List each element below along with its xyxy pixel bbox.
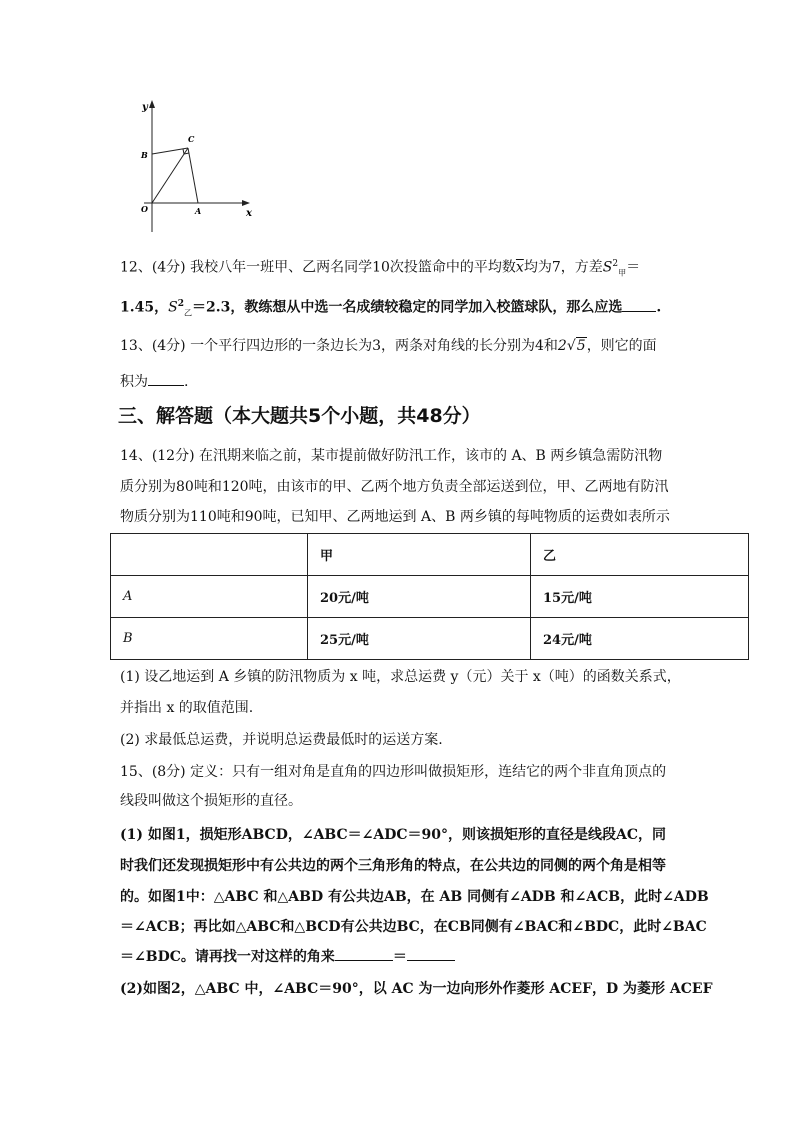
q14-line-3: 物质分别为110吨和90吨，已知甲、乙两地运到 A、B 两乡镇的每吨物质的运费如表所示 <box>120 509 670 525</box>
q15-line-2: 线段叫做这个损矩形的直径。 <box>120 793 302 809</box>
q15-line-4: 时我们还发现损矩形中有公共边的两个三角形角的特点，在公共边的同侧的两个角是相等 <box>120 858 666 874</box>
q14-line-1: 14、(12分) 在汛期来临之前，某市提前做好防汛工作，该市的 A、B 两乡镇急需防汛物 <box>120 448 663 464</box>
table-cell <box>111 534 308 576</box>
q15-line-6: ＝∠ACB；再比如△ABC和△BCD有公共边BC，在CB同侧有∠BAC和∠BDC，此时∠BAC <box>120 919 707 935</box>
q14-part1-line-1: (1) 设乙地运到 A 乡镇的防汛物质为 x 吨，求总运费 y（元）关于 x（吨）的函数关系式， <box>120 669 681 685</box>
q12-line-2: 1.45，$S^2_乙=2.3$，教练想从中选一名成绩较稳定的同学加入校篮球队，那么应选 . <box>120 293 661 324</box>
section-heading: 三、解答题（本大题共5个小题，共48分） <box>118 405 481 427</box>
table-cell: 24元/吨 <box>531 618 749 660</box>
q15-line-8: (2)如图2，△ABC 中，∠ABC＝90°，以 AC 为一边向形外作菱形 ACEF，D 为菱形 ACEF <box>120 981 713 997</box>
q15-line-1: 15、(8分) 定义：只有一组对角是直角的四边形叫做损矩形，连结它的两个非直角顶点的 <box>120 764 667 780</box>
answer-blank-q13[interactable] <box>148 371 184 386</box>
q13-text-a: 13、(4分) 一个平行四边形的一条边长为3，两条对角线的长分别为4和 <box>120 338 558 354</box>
variance-symbol-jia: S <box>602 259 613 276</box>
label-x: x <box>246 208 252 219</box>
q14-part2: (2) 求最低总运费，并说明总运费最低时的运送方案. <box>120 732 443 748</box>
table-row-label-b: B <box>111 618 308 660</box>
segment-oc <box>152 148 188 203</box>
table-header-row <box>111 534 749 576</box>
segment-bc <box>152 148 188 154</box>
label-b: B <box>141 150 148 160</box>
label-c: C <box>188 134 195 144</box>
coordinate-figure <box>138 98 258 238</box>
label-o: O <box>141 204 148 214</box>
answer-blank-angle-1[interactable] <box>335 946 393 961</box>
table-header-jia: 甲 <box>308 534 531 576</box>
sqrt-radicand: 5 <box>576 338 586 354</box>
q13-text-b: ，则它的面 <box>586 338 657 354</box>
q13-text-d: . <box>184 374 189 390</box>
q15-line-7 <box>120 946 455 968</box>
q15-equals: ＝ <box>392 949 407 965</box>
q14-line-2: 质分别为80吨和120吨，由该市的甲、乙两个地方负责全部运送到位，甲、乙两地有防汛 <box>120 479 669 495</box>
label-a: A <box>195 206 202 216</box>
sqrt-expression: √5 <box>566 338 586 354</box>
answer-blank-angle-2[interactable] <box>407 946 455 961</box>
table-cell: 20元/吨 <box>308 576 531 618</box>
table-row <box>111 576 749 618</box>
q15-text-a: ＝∠BDC。请再找一对这样的角来 <box>120 949 335 965</box>
q13-text-c: 积为 <box>120 374 148 390</box>
q13-line-2 <box>120 371 188 393</box>
q12-text-d: 1.45， <box>120 299 169 316</box>
segment-ca <box>188 148 198 203</box>
x-axis-arrow <box>242 200 250 206</box>
q15-line-5: 的。如图1中：△ABC 和△ABD 有公共边AB，在 AB 同侧有∠ADB 和∠ACB，此时∠ADB <box>120 889 709 905</box>
table-row <box>111 618 749 660</box>
table-cell: 25元/吨 <box>308 618 531 660</box>
table-header-yi: 乙 <box>531 534 749 576</box>
q13-line-1 <box>120 335 657 357</box>
variance-symbol-yi: S <box>168 299 178 316</box>
q14-part1-line-2: 并指出 x 的取值范围. <box>120 700 254 716</box>
q15-line-3: (1) 如图1，损矩形ABCD，∠ABC＝∠ADC＝90°，则该损矩形的直径是线段AC，同 <box>120 827 667 843</box>
mean-symbol: $\overline{x}$ <box>515 259 524 276</box>
q12-text-f: . <box>656 299 662 316</box>
freight-table <box>110 533 749 660</box>
q12-text-c: ＝ <box>626 259 641 276</box>
sqrt-coef: 2 <box>557 338 567 354</box>
table-cell: 15元/吨 <box>531 576 749 618</box>
answer-blank-q12[interactable] <box>622 297 656 312</box>
q12-text-a: 12、(4分) 我校八年一班甲、乙两名同学10次投篮命中的平均数 <box>120 259 516 276</box>
variance-sub-yi: 乙 <box>183 308 192 318</box>
label-y: y <box>142 102 148 113</box>
q12-text-e: ＝2.3，教练想从中选一名成绩较稳定的同学加入校篮球队，那么应选 <box>191 299 623 316</box>
variance-sub-jia: 甲 <box>618 268 627 278</box>
q12-text-b: 均为7，方差 <box>523 259 603 276</box>
y-axis-arrow <box>149 100 155 108</box>
q12-line-1: 12、(4分) 我校八年一班甲、乙两名同学10次投篮命中的平均数$\overline{x}$均为7，方差$S^2_甲=$ <box>120 259 641 278</box>
table-row-label-a: A <box>111 576 308 618</box>
